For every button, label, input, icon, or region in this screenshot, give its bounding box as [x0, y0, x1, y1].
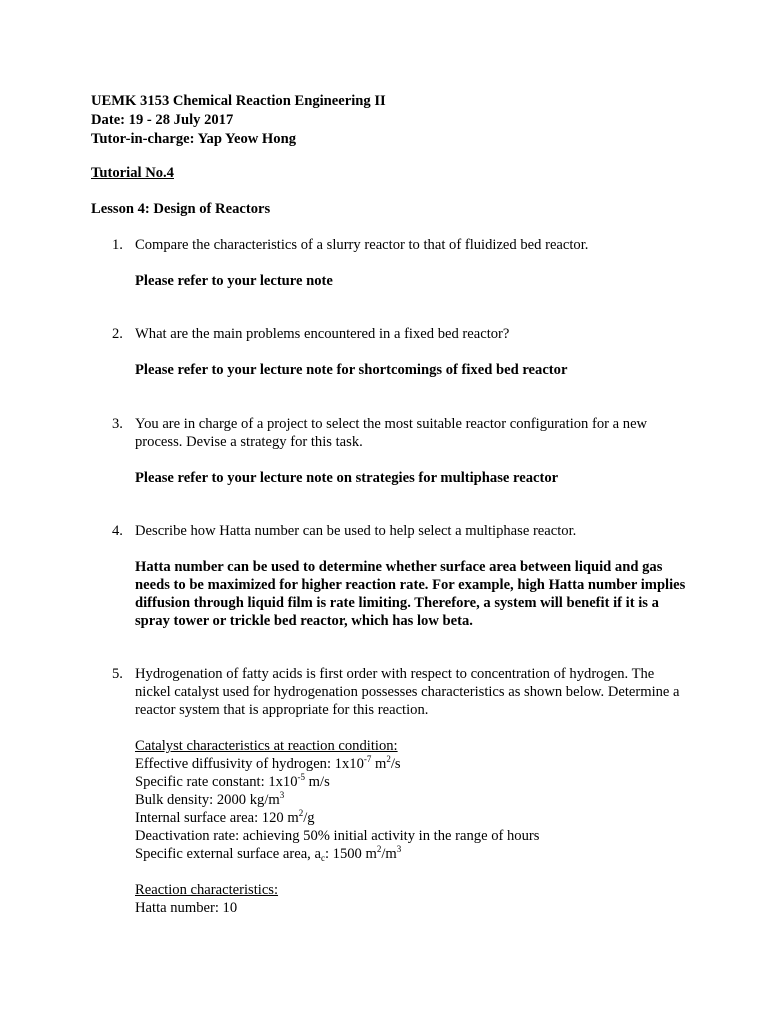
diffusivity-line: [135, 755, 692, 773]
question-number: 1.: [112, 237, 123, 253]
external-label: Specific external surface area, a: [135, 846, 321, 862]
question-number: 2.: [112, 326, 123, 342]
external-unit: /m: [381, 846, 397, 862]
course-title: UEMK 3153 Chemical Reaction Engineering II: [91, 93, 386, 109]
area-exponent: 2: [298, 808, 304, 818]
question-text: You are in charge of a project to select the most suitable reactor configuration for a new process. Devise a strategy for this task.: [135, 416, 648, 450]
diffusivity-unit-suffix: /s: [390, 756, 401, 772]
density-exponent: 3: [279, 790, 285, 800]
question-4: [112, 522, 692, 630]
question-text: Hydrogenation of fatty acids is first order with respect to concentration of hydrogen. The nickel catalyst used for hydrogenation possesses characteristics as shown below. Determine a reactor system that is appropriate for this reaction.: [135, 666, 680, 718]
area-label: Internal surface area: 120 m: [135, 810, 299, 826]
tutor-line: Tutor-in-charge: Yap Yeow Hong: [91, 131, 296, 147]
rate-unit: m/s: [305, 774, 330, 790]
density-label: Bulk density: 2000 kg/m: [135, 792, 280, 808]
diffusivity-label: Effective diffusivity of hydrogen: 1x10: [135, 756, 364, 772]
question-number: 3.: [112, 416, 123, 432]
catalyst-heading: Catalyst characteristics at reaction condition:: [135, 738, 398, 754]
question-text: Compare the characteristics of a slurry reactor to that of fluidized bed reactor.: [135, 237, 589, 253]
catalyst-characteristics: [135, 737, 692, 863]
reaction-characteristics: [135, 881, 692, 917]
deactivation-line: Deactivation rate: achieving 50% initial activity in the range of hours: [135, 828, 540, 844]
question-number: 5.: [112, 666, 123, 682]
external-area-line: [135, 845, 692, 863]
question-answer: Please refer to your lecture note: [135, 273, 333, 289]
external-subscript: c: [320, 853, 325, 863]
question-text: What are the main problems encountered in a fixed bed reactor?: [135, 326, 510, 342]
question-2: [112, 325, 692, 379]
question-answer: Please refer to your lecture note on strategies for multiphase reactor: [135, 470, 559, 486]
question-3: [112, 415, 692, 487]
internal-area-line: [135, 809, 692, 827]
question-1: [112, 236, 692, 290]
question-5: [112, 665, 692, 917]
document-header: [91, 92, 386, 149]
question-text: Describe how Hatta number can be used to help select a multiphase reactor.: [135, 523, 577, 539]
external-value: : 1500 m: [324, 846, 377, 862]
question-answer: Please refer to your lecture note for shortcomings of fixed bed reactor: [135, 362, 568, 378]
question-number: 4.: [112, 523, 123, 539]
date-line: Date: 19 - 28 July 2017: [91, 112, 234, 128]
diffusivity-unit: m: [371, 756, 387, 772]
hatta-number-line: Hatta number: 10: [135, 900, 238, 916]
reaction-heading: Reaction characteristics:: [135, 882, 279, 898]
external-exponent-2: 3: [396, 844, 402, 854]
area-unit: /g: [303, 810, 315, 826]
question-answer: Hatta number can be used to determine whether surface area between liquid and gas needs to be maximized for higher reaction rate. For example, high Hatta number implies diffusion through liquid film is rate limiting. Therefore, a system will benefit if it is a spray tower or trickle bed reactor, which has low beta.: [135, 559, 686, 629]
external-exponent-1: 2: [376, 844, 382, 854]
diffusivity-unit-exponent: 2: [386, 754, 391, 764]
tutorial-title: Tutorial No.4: [91, 165, 174, 181]
diffusivity-exponent: -7: [363, 754, 372, 764]
rate-exponent: -5: [297, 772, 306, 782]
rate-constant-line: [135, 773, 692, 791]
rate-label: Specific rate constant: 1x10: [135, 774, 298, 790]
lesson-title: Lesson 4: Design of Reactors: [91, 201, 271, 217]
bulk-density-line: [135, 791, 692, 809]
